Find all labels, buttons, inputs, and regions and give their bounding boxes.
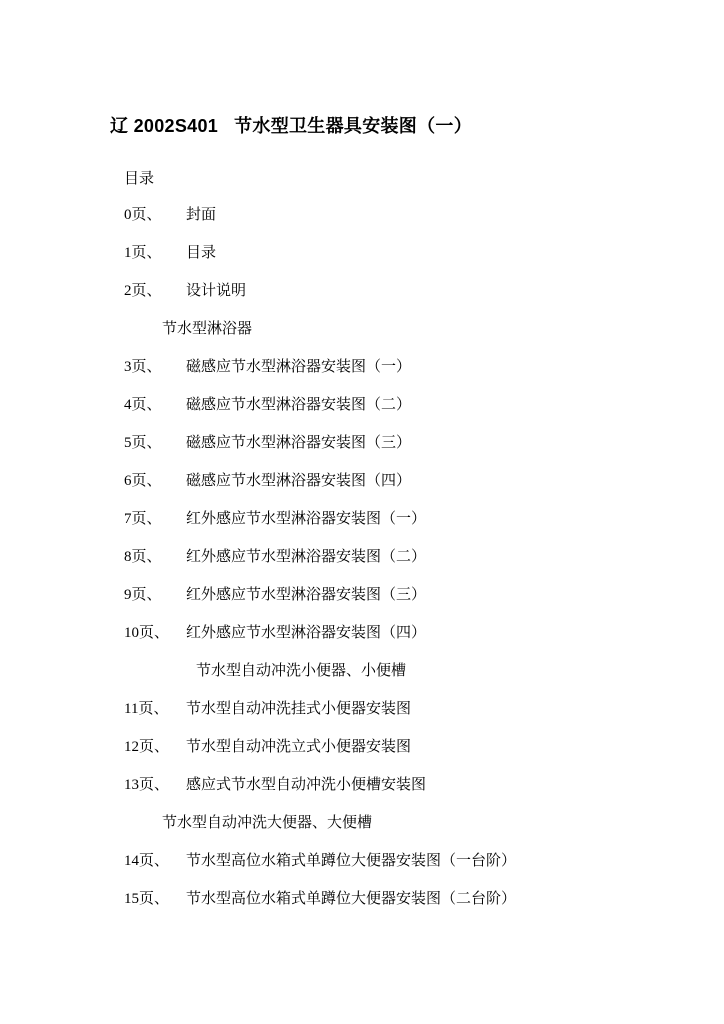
toc-entry-title: 磁感应节水型淋浴器安装图（四）: [186, 471, 412, 489]
toc-entry-title: 感应式节水型自动冲洗小便槽安装图: [186, 775, 427, 793]
toc-page-number: 6页、: [124, 473, 162, 489]
toc-entry-title: 节水型自动冲洗挂式小便器安装图: [186, 699, 412, 717]
toc-entry: [124, 241, 216, 263]
toc-entry: [124, 697, 411, 719]
toc-entry: [124, 621, 426, 643]
toc-page-number: 3页、: [124, 359, 162, 375]
section-heading-shower: 节水型淋浴器: [162, 319, 253, 337]
toc-entry-title: 红外感应节水型淋浴器安装图（四）: [186, 623, 427, 641]
toc-entry-title: 封面: [186, 205, 217, 223]
toc-page-number: 4页、: [124, 397, 162, 413]
toc-page-number: 2页、: [124, 283, 162, 299]
toc-page-number: 7页、: [124, 511, 162, 527]
toc-entry: [124, 849, 516, 871]
toc-entry-title: 目录: [186, 243, 217, 261]
document-name: 节水型卫生器具安装图（一）: [234, 116, 472, 137]
toc-page-number: 0页、: [124, 207, 162, 223]
toc-page-number: 5页、: [124, 435, 162, 451]
toc-page-number: 12页、: [124, 739, 170, 755]
toc-entry: [124, 203, 216, 225]
toc-entry-title: 节水型高位水箱式单蹲位大便器安装图（一台阶）: [186, 851, 517, 869]
toc-entry: [124, 507, 426, 529]
toc-entry-title: 红外感应节水型淋浴器安装图（二）: [186, 547, 427, 565]
toc-heading: 目录: [124, 169, 155, 187]
toc-entry: [124, 545, 426, 567]
section-heading-toilet: 节水型自动冲洗大便器、大便槽: [162, 813, 373, 831]
toc-page-number: 8页、: [124, 549, 162, 565]
toc-entry: [124, 279, 246, 301]
toc-entry-title: 节水型自动冲洗立式小便器安装图: [186, 737, 412, 755]
toc-page-number: 14页、: [124, 853, 170, 869]
toc-entry: [124, 393, 411, 415]
toc-page-number: 11页、: [124, 701, 169, 717]
toc-page-number: 1页、: [124, 245, 162, 261]
toc-entry-title: 磁感应节水型淋浴器安装图（三）: [186, 433, 412, 451]
toc-entry: [124, 887, 516, 909]
toc-page-number: 10页、: [124, 625, 170, 641]
toc-entry-title: 节水型高位水箱式单蹲位大便器安装图（二台阶）: [186, 889, 517, 907]
toc-page-number: 9页、: [124, 587, 162, 603]
toc-page-number: 15页、: [124, 891, 170, 907]
toc-entry: [124, 469, 411, 491]
toc-entry: [124, 583, 426, 605]
toc-entry: [124, 355, 411, 377]
toc-entry-title: 红外感应节水型淋浴器安装图（三）: [186, 585, 427, 603]
toc-entry-title: 红外感应节水型淋浴器安装图（一）: [186, 509, 427, 527]
toc-entry-title: 磁感应节水型淋浴器安装图（二）: [186, 395, 412, 413]
document-code: 辽 2002S401: [110, 116, 219, 136]
toc-entry-title: 磁感应节水型淋浴器安装图（一）: [186, 357, 412, 375]
toc-entry-title: 设计说明: [186, 281, 247, 299]
section-heading-urinal: 节水型自动冲洗小便器、小便槽: [196, 661, 407, 679]
toc-page-number: 13页、: [124, 777, 170, 793]
toc-entry: [124, 431, 411, 453]
toc-entry: [124, 735, 411, 757]
toc-entry: [124, 773, 426, 795]
